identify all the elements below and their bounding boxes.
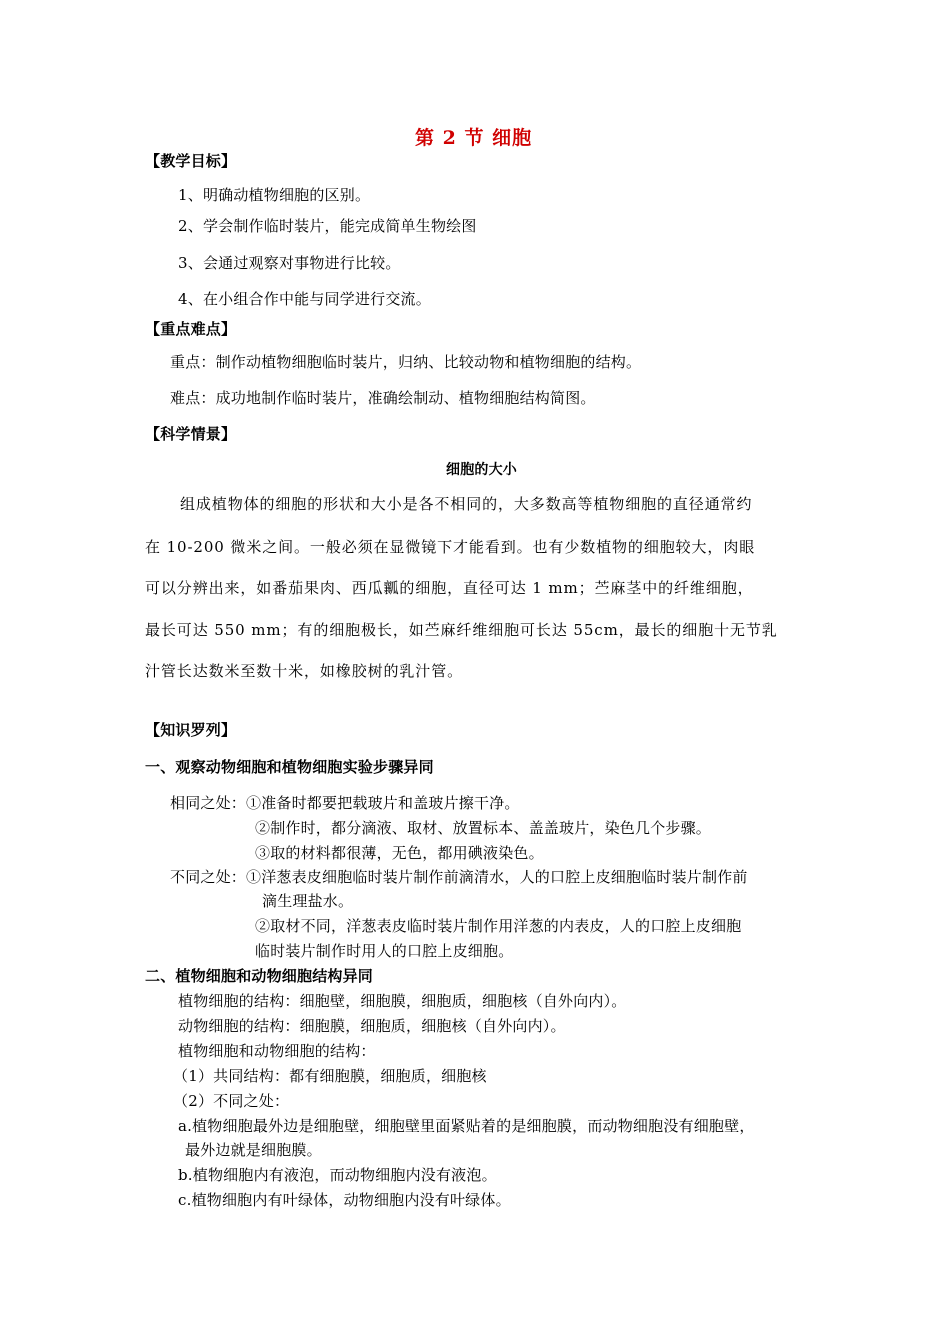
- section1-line: ②制作时，都分滴液、取材、放置标本、盖盖玻片，染色几个步骤。: [255, 819, 712, 837]
- scenario-heading: 【科学情景】: [145, 425, 237, 443]
- difficulty-text: 难点：成功地制作临时装片，准确绘制动、植物细胞结构简图。: [170, 389, 596, 407]
- section2-line: （1）共同结构：都有细胞膜，细胞质，细胞核: [173, 1067, 487, 1085]
- section2-line: c.植物细胞内有叶绿体，动物细胞内没有叶绿体。: [178, 1191, 511, 1209]
- focus-text: 重点：制作动植物细胞临时装片，归纳、比较动物和植物细胞的结构。: [170, 353, 642, 371]
- scenario-line: 最长可达 550 mm；有的细胞极长，如苎麻纤维细胞可长达 55cm，最长的细胞十无节乳: [145, 621, 778, 639]
- section1-line: 相同之处：①准备时都要把载玻片和盖玻片擦干净。: [170, 794, 520, 812]
- scenario-line: 组成植物体的细胞的形状和大小是各不相同的，大多数高等植物细胞的直径通常约: [180, 495, 753, 513]
- section2-line: 最外边就是细胞膜。: [185, 1141, 322, 1159]
- section2-line: 植物细胞和动物细胞的结构：: [178, 1042, 376, 1060]
- section2-line: 动物细胞的结构：细胞膜，细胞质，细胞核（自外向内）。: [178, 1017, 566, 1035]
- scenario-subtitle: 细胞的大小: [446, 462, 517, 478]
- key-points-heading: 【重点难点】: [145, 320, 237, 338]
- section1-title: 一、观察动物细胞和植物细胞实验步骤异同: [145, 758, 434, 776]
- section1-line: ②取材不同，洋葱表皮临时装片制作用洋葱的内表皮，人的口腔上皮细胞: [255, 917, 742, 935]
- section1-line: 临时装片制作时用人的口腔上皮细胞。: [255, 942, 514, 960]
- scenario-line: 在 10-200 微米之间。一般必须在显微镜下才能看到。也有少数植物的细胞较大，肉眼: [145, 538, 756, 556]
- objective-item: 3、会通过观察对事物进行比较。: [178, 254, 401, 272]
- knowledge-heading: 【知识罗列】: [145, 721, 237, 739]
- page-title: 第 2 节 细胞: [415, 127, 533, 149]
- section1-line: 不同之处：①洋葱表皮细胞临时装片制作前滴清水，人的口腔上皮细胞临时装片制作前: [170, 868, 748, 886]
- objective-item: 4、在小组合作中能与同学进行交流。: [178, 290, 431, 308]
- section2-title: 二、植物细胞和动物细胞结构异同: [145, 967, 374, 985]
- scenario-line: 可以分辨出来，如番茄果肉、西瓜瓤的细胞，直径可达 1 mm；苎麻茎中的纤维细胞，: [145, 579, 754, 597]
- scenario-line: 汁管长达数米至数十米，如橡胶树的乳汁管。: [145, 662, 464, 680]
- section2-line: 植物细胞的结构：细胞壁，细胞膜，细胞质，细胞核（自外向内）。: [178, 992, 627, 1010]
- objective-item: 2、学会制作临时装片，能完成简单生物绘图: [178, 217, 477, 235]
- objectives-heading: 【教学目标】: [145, 152, 237, 170]
- section1-line: ③取的材料都很薄，无色，都用碘液染色。: [255, 844, 544, 862]
- objective-item: 1、明确动植物细胞的区别。: [178, 186, 371, 204]
- section2-line: a.植物细胞最外边是细胞壁，细胞壁里面紧贴着的是细胞膜，而动物细胞没有细胞壁，: [178, 1117, 755, 1135]
- section1-line: 滴生理盐水。: [262, 892, 354, 910]
- section2-line: b.植物细胞内有液泡，而动物细胞内没有液泡。: [178, 1166, 497, 1184]
- section2-line: （2）不同之处：: [173, 1092, 290, 1110]
